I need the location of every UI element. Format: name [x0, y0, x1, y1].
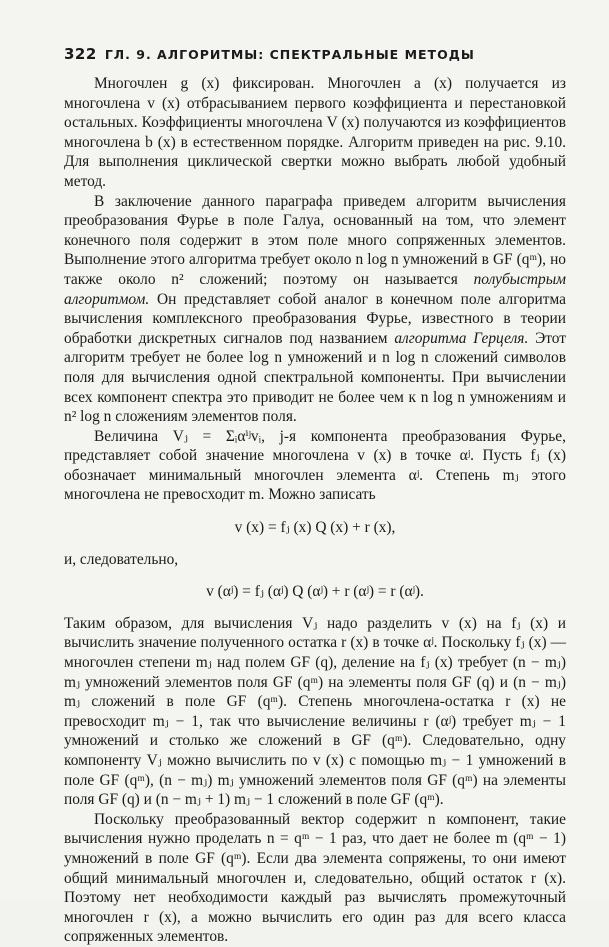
paragraph-5: Таким образом, для вычисления Vⱼ надо разделить v (x) на fⱼ (x) и вычислить значение полученного остатка r (x) в точке αʲ. Поскольку fⱼ (x) — многочлен степени mⱼ над полем GF (q), деление на fⱼ (x) требует (n − mⱼ) mⱼ умножений элементов поля GF (qᵐ) на элементы поля GF (q) и (n − mⱼ) mⱼ сложений в поле GF (qᵐ). Степень многочлена-остатка r (x) не превосходит mⱼ − 1, так что вычисление величины r (αʲ) требует mⱼ − 1 умножений и столько же сложений в GF (qᵐ). Следовательно, одну компоненту Vⱼ можно вычислить по v (x) с помощью mⱼ − 1 умножений в поле GF (qᵐ), (n − mⱼ) mⱼ умножений элементов поля GF (qᵐ) на элементы поля GF (q) и (n − mⱼ + 1) mⱼ − 1 сложений в поле GF (qᵐ). — [64, 614, 566, 809]
term-goertzel-algorithm: алгоритма Герцеля. — [394, 329, 529, 347]
running-header — [64, 45, 564, 63]
body-text — [64, 74, 566, 947]
paragraph-4: и, следовательно, — [64, 550, 179, 568]
formula-division: v (x) = fⱼ (x) Q (x) + r (x), — [234, 519, 396, 537]
formula-evaluation: v (αʲ) = fⱼ (αʲ) Q (αʲ) + r (αʲ) = r (αʲ). — [206, 583, 424, 601]
paragraph-2-part-c: Этот алгоритм требует не более log n умножений и n log n сложений символов поля для вычисления одной спектральной компоненты. При вычислении всех компонент спектра это приводит не более чем к n log n умножениям и n² log n сложениям элементов поля. — [64, 329, 566, 426]
paragraph-1: Многочлен g (x) фиксирован. Многочлен a (x) получается из многочлена v (x) отбрасыванием первого коэффициента и перестановкой остальных. Коэффициенты многочлена V (x) получаются из коэффициентов многочлена b (x) в естественном порядке. Алгоритм приведен на рис. 9.10. Для выполнения циклической свертки можно выбрать любой удобный метод. — [64, 75, 566, 190]
paragraph-2-part-a: В заключение данного параграфа приведем алгоритм вычисления преобразования Фурье в поле Галуа, основанный на том, что элемент конечного поля содержит в этом поле много сопряженных элементов. Выполнение этого алгоритма требует около n log n умножений в GF (qᵐ), но также около n² сложений; поэтому он называется — [64, 192, 566, 288]
paragraph-2 — [64, 192, 566, 427]
page-number: 322 — [64, 45, 97, 63]
paragraph-2-part-b: Он представляет собой аналог в конечном поле алгоритма вычисления комплексного преобразования Фурье, известного в теории обработки дискретных сигналов под названием — [64, 290, 566, 347]
paragraph-6: Поскольку преобразованный вектор содержит n компонент, такие вычисления нужно проделать n = qᵐ − 1 раз, что дает не более m (qᵐ − 1) умножений в поле GF (qᵐ). Если два элемента сопряжены, то они имеют общий минимальный многочлен и, следовательно, общий остаток r (x). Поэтому нет необходимости каждый раз вычислять промежуточный многочлен r (x), а можно вычислить его один раз для всего класса сопряженных элементов. — [64, 810, 566, 946]
running-title: ГЛ. 9. АЛГОРИТМЫ: СПЕКТРАЛЬНЫЕ МЕТОДЫ — [104, 47, 475, 62]
paragraph-3: Величина Vⱼ = Σᵢαⁱʲvᵢ, j-я компонента преобразования Фурье, представляет собой значение многочлена v (x) в точке αʲ. Пусть fⱼ (x) обозначает минимальный многочлен элемента αʲ. Степень mⱼ этого многочлена не превосходит m. Можно записать — [64, 427, 566, 504]
term-semi-fast-algorithm: полубыстрым алгоритмом. — [64, 270, 566, 308]
